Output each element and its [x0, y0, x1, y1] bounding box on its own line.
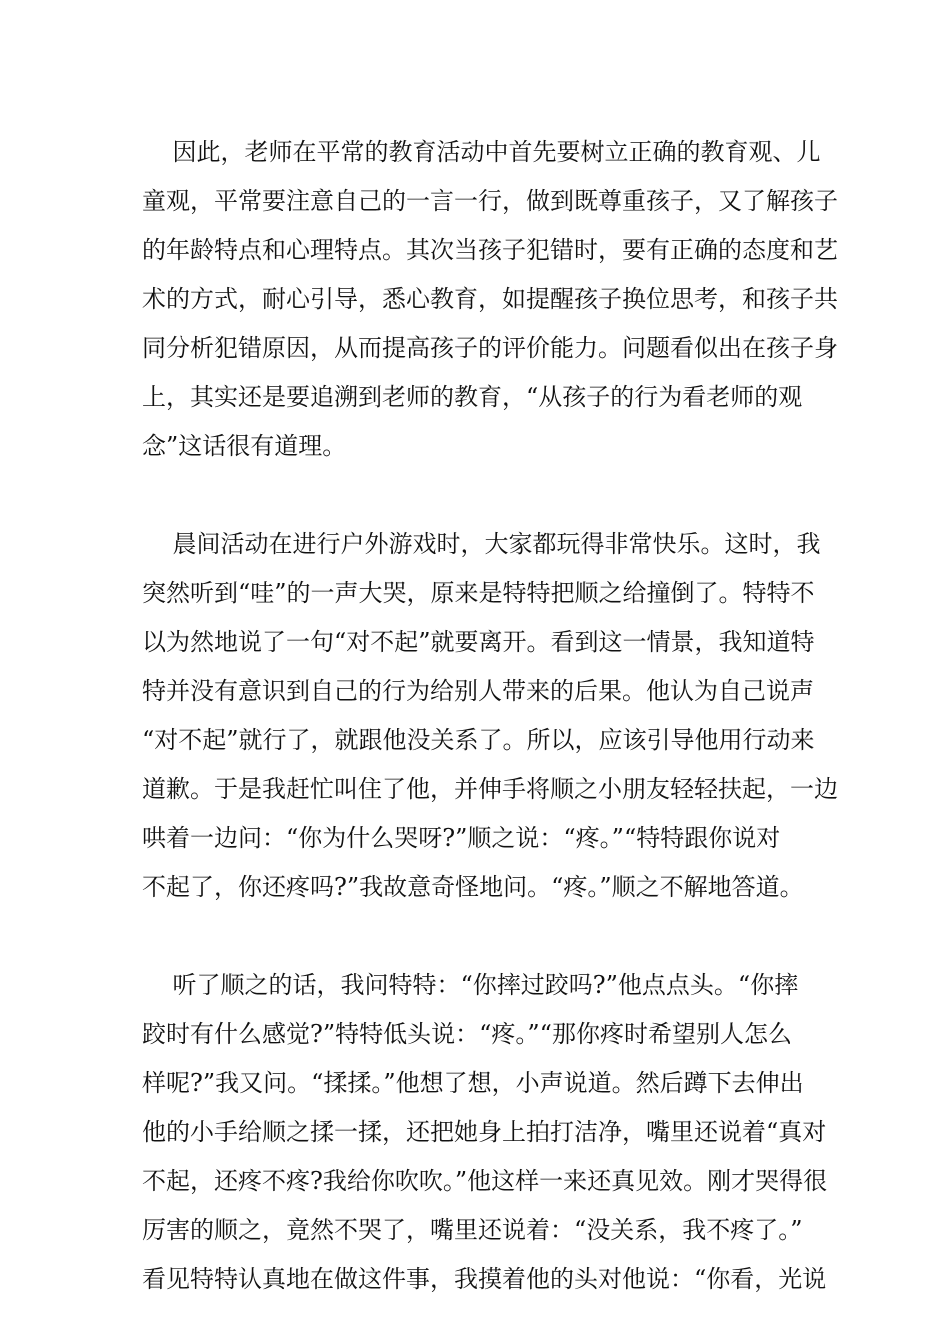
text-line: 同分析犯错原因，从而提高孩子的评价能力。问题看似出在孩子身: [142, 334, 838, 362]
text-line: 晨间活动在进行户外游戏时，大家都玩得非常快乐。这时，我: [142, 530, 821, 558]
text-line: 念”这话很有道理。: [142, 432, 347, 460]
text-line: 听了顺之的话，我问特特：“你摔过跤吗?”他点点头。“你摔: [142, 971, 799, 999]
text-line: 因此，老师在平常的教育活动中首先要树立正确的教育观、儿: [142, 138, 821, 166]
text-line: 童观，平常要注意自己的一言一行，做到既尊重孩子，又了解孩子: [142, 187, 838, 215]
text-line: 的年龄特点和心理特点。其次当孩子犯错时，要有正确的态度和艺: [142, 236, 838, 264]
text-line: 厉害的顺之，竟然不哭了，嘴里还说着：“没关系，我不疼了。”: [142, 1216, 803, 1244]
text-line: 道歉。于是我赶忙叫住了他，并伸手将顺之小朋友轻轻扶起，一边: [142, 775, 838, 803]
text-line: 突然听到“哇”的一声大哭，原来是特特把顺之给撞倒了。特特不: [142, 579, 815, 607]
text-line: 跤时有什么感觉?”特特低头说：“疼。”“那你疼时希望别人怎么: [142, 1020, 792, 1048]
text-line: 看见特特认真地在做这件事，我摸着他的头对他说：“你看，光说: [142, 1265, 827, 1293]
paragraph-3: [142, 961, 828, 1304]
text-line: 以为然地说了一句“对不起”就要离开。看到这一情景，我知道特: [142, 628, 815, 656]
text-line: 不起，还疼不疼?我给你吹吹。”他这样一来还真见效。刚才哭得很: [142, 1167, 828, 1195]
text-line: 术的方式，耐心引导，悉心教育，如提醒孩子换位思考，和孩子共: [142, 285, 838, 313]
text-line: “对不起”就行了，就跟他没关系了。所以，应该引导他用行动来: [142, 726, 815, 754]
paragraph-spacer: [142, 471, 814, 520]
text-line: 上，其实还是要追溯到老师的教育，“从孩子的行为看老师的观: [142, 383, 803, 411]
document-page: [142, 128, 838, 1304]
text-line: 哄着一边问：“你为什么哭呀?”顺之说：“疼。”“特特跟你说对: [142, 824, 781, 852]
text-line: 特并没有意识到自己的行为给别人带来的后果。他认为自己说声: [142, 677, 814, 705]
text-line: 样呢?”我又问。“揉揉。”他想了想，小声说道。然后蹲下去伸出: [142, 1069, 804, 1097]
paragraph-2: [142, 520, 838, 912]
text-line: 他的小手给顺之揉一揉，还把她身上拍打洁净，嘴里还说着“真对: [142, 1118, 827, 1146]
text-line: 不起了，你还疼吗?”我故意奇怪地问。“疼。”顺之不解地答道。: [142, 873, 804, 901]
paragraph-1: [142, 128, 838, 471]
paragraph-spacer: [142, 912, 814, 961]
